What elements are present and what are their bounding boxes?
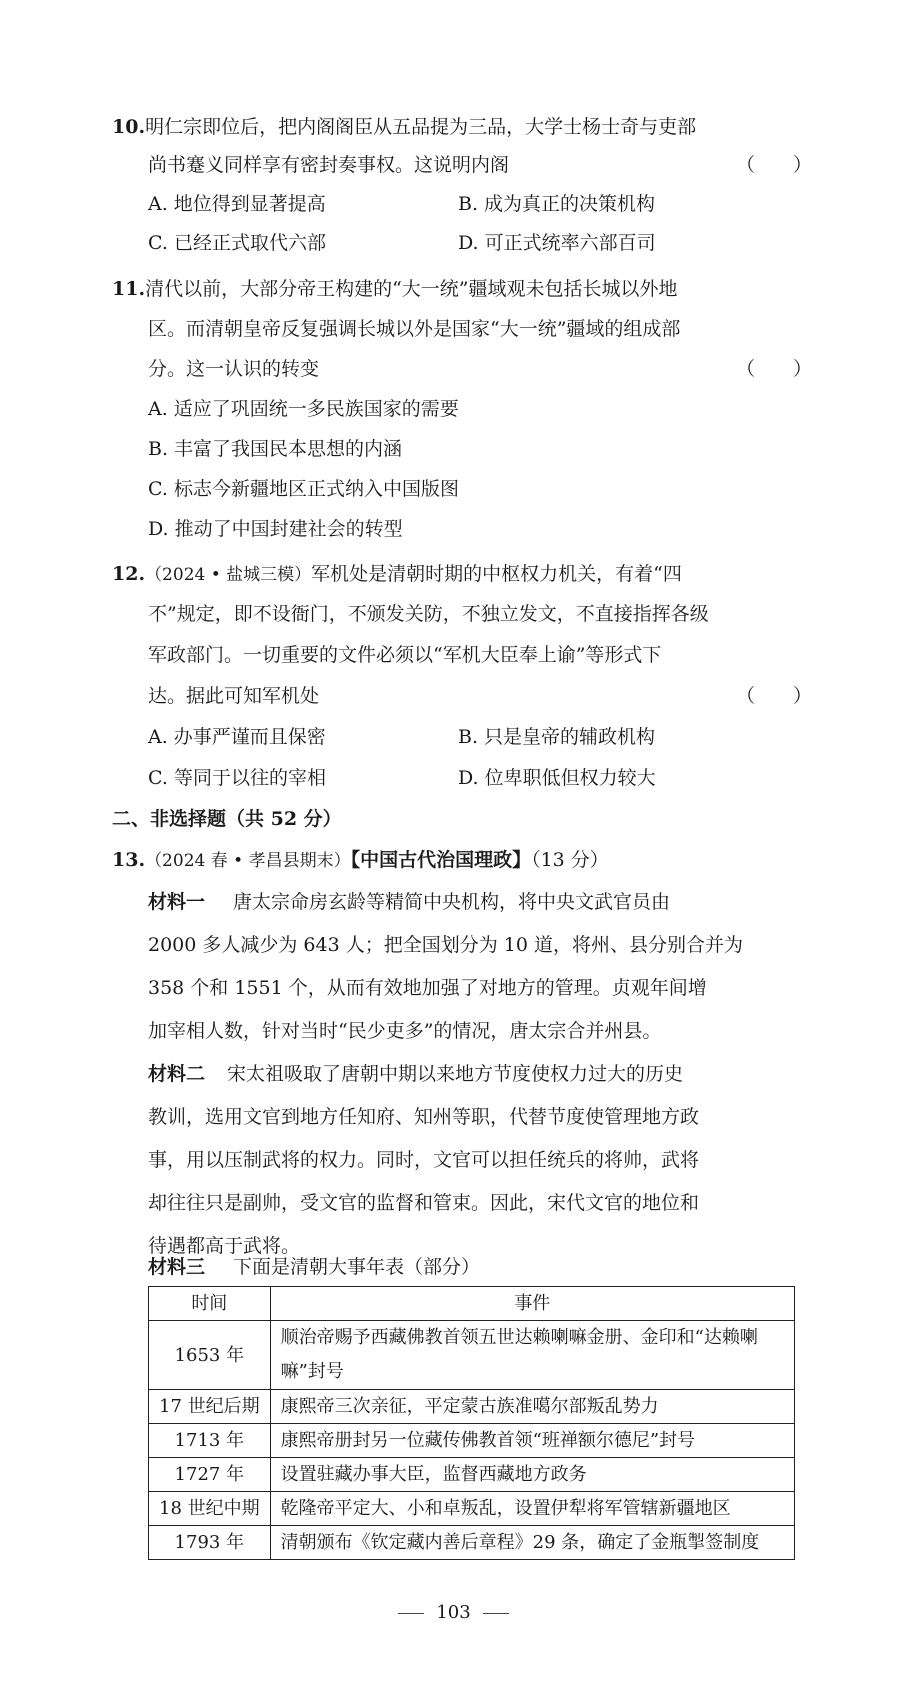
material-text: 下面是清朝大事年表（部分）	[233, 1256, 481, 1278]
material-text: 加宰相人数，针对当时“民少吏多”的情况，唐太宗合并州县。	[148, 1020, 662, 1042]
answer-paren: （ ）	[736, 358, 813, 380]
table-row	[149, 1390, 795, 1424]
option-d: D. 推动了中国封建社会的转型	[148, 518, 403, 540]
question-text: 明仁宗即位后，把内阁阁臣从五品提为三品，大学士杨士奇与吏部	[145, 116, 697, 138]
material-label: 材料一	[148, 891, 206, 913]
question-number: 11.	[112, 278, 146, 300]
question-10-line2	[148, 150, 509, 177]
question-12	[112, 559, 682, 586]
material-label: 材料二	[148, 1063, 206, 1085]
table-header-row	[149, 1287, 795, 1321]
table-cell-event: 康熙帝三次亲征，平定蒙古族准噶尔部叛乱势力	[270, 1390, 794, 1424]
question-11-line2: 区。而清朝皇帝反复强调长城以外是国家“大一统”疆域的组成部	[148, 318, 681, 340]
material-text: 宋太祖吸取了唐朝中期以来地方节度使权力过大的历史	[227, 1063, 684, 1085]
table-cell-event: 设置驻藏办事大臣，监督西藏地方政务	[270, 1458, 794, 1492]
option-d: D. 位卑职低但权力较大	[458, 767, 656, 789]
table-cell-time: 18 世纪中期	[149, 1492, 271, 1526]
material-text: 却往往只是副帅，受文官的监督和管束。因此，宋代文官的地位和	[148, 1192, 700, 1214]
section-title: 二、非选择题（共 52 分）	[112, 808, 342, 830]
footer-dash	[398, 1613, 424, 1614]
answer-paren: （ ）	[736, 685, 813, 707]
material-text: 2000 多人减少为 643 人；把全国划分为 10 道，将州、县分别合并为	[148, 934, 743, 956]
option-a: A. 办事严谨而且保密	[148, 726, 326, 748]
material-text: 唐太宗命房玄龄等精简中央机构，将中央文武官员由	[233, 891, 671, 913]
page-number: 103	[436, 1602, 471, 1623]
table-cell-time: 1653 年	[149, 1321, 271, 1390]
question-score: （13 分）	[531, 849, 609, 871]
table-cell-event: 康熙帝册封另一位藏传佛教首领“班禅额尔德尼”封号	[270, 1424, 794, 1458]
table-cell-event: 顺治帝赐予西藏佛教首领五世达赖喇嘛金册、金印和“达赖喇嘛”封号	[270, 1321, 794, 1390]
table-row	[149, 1492, 795, 1526]
question-number: 13.	[112, 849, 146, 871]
table-row	[149, 1526, 795, 1560]
question-12-line3: 军政部门。一切重要的文件必须以“军机大臣奉上谕”等形式下	[148, 644, 662, 666]
material-text: 待遇都高于武将。	[148, 1235, 301, 1257]
option-a: A. 地位得到显著提高	[148, 193, 326, 215]
material-text: 358 个和 1551 个，从而有效地加强了对地方的管理。贞观年间增	[148, 977, 707, 999]
table-cell-time: 1713 年	[149, 1424, 271, 1458]
question-topic: 【中国古代治国理政】	[350, 849, 532, 871]
material-3	[148, 1252, 480, 1279]
table-cell-event: 乾隆帝平定大、小和卓叛乱，设置伊犁将军管辖新疆地区	[270, 1492, 794, 1526]
page-footer	[0, 1602, 907, 1623]
question-number: 10.	[112, 116, 146, 138]
material-1	[148, 887, 670, 914]
question-11	[112, 274, 678, 301]
option-a: A. 适应了巩固统一多民族国家的需要	[148, 398, 459, 420]
option-c: C. 标志今新疆地区正式纳入中国版图	[148, 478, 459, 500]
question-text: 尚书蹇义同样享有密封奏事权。这说明内阁	[148, 154, 510, 176]
option-c: C. 等同于以往的宰相	[148, 767, 326, 789]
question-10	[112, 112, 696, 139]
question-text: 清代以前，大部分帝王构建的“大一统”疆域观未包括长城以外地	[145, 278, 678, 300]
question-12-line2: 不”规定，即不设衙门，不颁发关防，不独立发文，不直接指挥各级	[148, 603, 709, 625]
question-source: （2024 • 盐城三模）	[145, 565, 312, 585]
question-11-line3: 分。这一认识的转变	[148, 358, 320, 380]
table-header-event: 事件	[270, 1287, 794, 1321]
table-cell-event: 清朝颁布《钦定藏内善后章程》29 条，确定了金瓶掣签制度	[270, 1526, 794, 1560]
question-source: （2024 春 • 孝昌县期末）	[145, 851, 351, 871]
answer-paren: （ ）	[736, 154, 813, 176]
question-number: 12.	[112, 563, 146, 585]
option-c: C. 已经正式取代六部	[148, 232, 326, 254]
question-12-line4: 达。据此可知军机处	[148, 685, 320, 707]
table-row	[149, 1321, 795, 1390]
material-text: 事，用以压制武将的权力。同时，文官可以担任统兵的将帅，武将	[148, 1149, 700, 1171]
material-2	[148, 1059, 683, 1086]
events-table	[148, 1286, 795, 1560]
option-b: B. 丰富了我国民本思想的内涵	[148, 438, 403, 460]
table-cell-time: 17 世纪后期	[149, 1390, 271, 1424]
table-row	[149, 1458, 795, 1492]
question-13	[112, 845, 609, 872]
table-header-time: 时间	[149, 1287, 271, 1321]
footer-dash	[483, 1613, 509, 1614]
question-text: 军机处是清朝时期的中枢权力机关，有着“四	[311, 563, 682, 585]
option-b: B. 成为真正的决策机构	[458, 193, 656, 215]
table-cell-time: 1793 年	[149, 1526, 271, 1560]
option-b: B. 只是皇帝的辅政机构	[458, 726, 656, 748]
table-cell-time: 1727 年	[149, 1458, 271, 1492]
material-label: 材料三	[148, 1256, 206, 1278]
table-row	[149, 1424, 795, 1458]
material-text: 教训，选用文官到地方任知府、知州等职，代替节度使管理地方政	[148, 1106, 700, 1128]
option-d: D. 可正式统率六部百司	[458, 232, 656, 254]
